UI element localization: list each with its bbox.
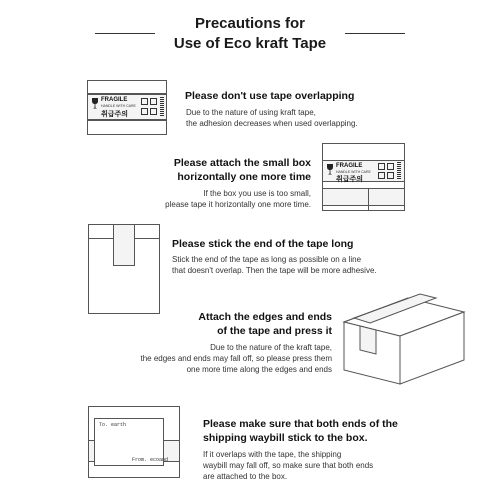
handle-label: HANDLE WITH CARE <box>336 170 371 174</box>
section-5-body-line3: are attached to the box. <box>203 472 288 481</box>
fragile-label: FRAGILE <box>336 163 363 169</box>
section-4-heading-line1: Attach the edges and ends <box>198 311 332 323</box>
section-4-body-line1: Due to the nature of the kraft tape, <box>210 343 332 352</box>
fragile-icon <box>141 108 148 115</box>
section-4-body-line2: the edges and ends may fall off, so please press them <box>140 354 332 363</box>
tape-strip <box>113 224 135 266</box>
section-2-body-line1: If the box you use is too small, <box>203 189 311 198</box>
stack-icon <box>150 108 157 115</box>
section-2-heading-line1: Please attach the small box <box>173 157 311 169</box>
box-3d-illustration <box>338 292 468 387</box>
page-title-line1: Precautions for <box>194 15 306 32</box>
barcode-icon <box>160 97 164 117</box>
stack-icon <box>387 172 394 179</box>
korean-label: 취급주의 <box>336 176 364 183</box>
handle-label: HANDLE WITH CARE <box>101 104 136 108</box>
section-1-heading: Please don't use tape overlapping <box>185 90 355 102</box>
section-2-body-line2: please tape it horizontally one more time. <box>165 200 311 209</box>
section-1-body-line1: Due to the nature of using kraft tape, <box>186 108 316 117</box>
umbrella-icon <box>378 163 385 170</box>
section-5-body-line2: waybill may fall off, so make sure that both ends <box>203 461 374 470</box>
section-5-heading-line1: Please make sure that both ends of the <box>203 418 398 430</box>
fragile-label: FRAGILE <box>101 97 128 103</box>
waybill-to: To. earth <box>99 422 127 428</box>
title-rule-right <box>345 33 405 34</box>
barcode-icon <box>397 162 401 180</box>
wine-glass-icon <box>91 98 99 109</box>
umbrella-icon <box>141 98 148 105</box>
box-divider-line <box>368 188 369 211</box>
arrows-up-icon <box>387 163 394 170</box>
section-3-body-line2: that doesn't overlap. Then the tape will be more adhesive. <box>172 266 377 275</box>
section-3-body-line1: Stick the end of the tape as long as possible on a line <box>172 255 362 264</box>
box-flap-line <box>87 120 167 121</box>
fragile-icon <box>378 172 385 179</box>
section-1-body-line2: the adhesion decreases when used overlapping. <box>186 119 358 128</box>
wine-glass-icon <box>326 164 334 175</box>
title-rule-left <box>95 33 155 34</box>
section-4-body-line3: one more time along the edges and ends <box>186 365 332 374</box>
waybill-from: From. ecoand <box>132 457 169 463</box>
section-3-heading: Please stick the end of the tape long <box>172 238 354 250</box>
section-5-heading-line2: shipping waybill stick to the box. <box>203 432 368 444</box>
korean-label: 취급주의 <box>101 111 129 118</box>
tape-strip-horizontal <box>322 188 405 206</box>
page-title-line2: Use of Eco kraft Tape <box>173 35 327 52</box>
section-4-heading-line2: of the tape and press it <box>217 325 332 337</box>
section-5-body-line1: If it overlaps with the tape, the shipping <box>203 450 342 459</box>
arrows-up-icon <box>150 98 157 105</box>
section-2-heading-line2: horizontally one more time <box>177 171 311 183</box>
